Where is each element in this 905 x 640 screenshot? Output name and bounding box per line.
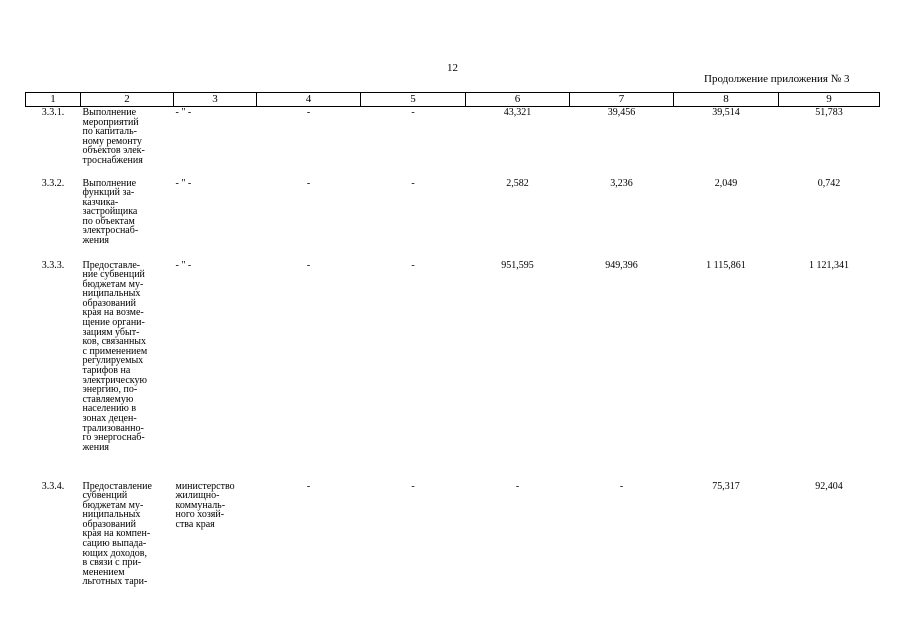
cell-col6: 43,321 bbox=[503, 107, 532, 118]
column-header: 8 bbox=[674, 93, 779, 107]
activity-name: Выполнение мероприятий по капиталь- ному ремонту объектов элек- троснабжения bbox=[82, 107, 145, 166]
cell-col5: - bbox=[411, 480, 415, 492]
cell-col8: 39,514 bbox=[712, 107, 740, 118]
column-header: 1 bbox=[26, 93, 81, 107]
table-header-row bbox=[26, 93, 880, 107]
cell-col4: - bbox=[306, 480, 311, 492]
cell-col4: - bbox=[306, 259, 311, 271]
column-header: 3 bbox=[174, 93, 257, 107]
table-row bbox=[26, 481, 880, 588]
executor: - " - bbox=[175, 107, 192, 118]
activity-name: Предоставле- ние субвенций бюджетам му- ниципальных образований края на возме- щение органи- зациям убыт- ков, связанных с применением регулируемых тарифов на электрическую энергию, по- ставляемую населению в зонах децен- трализованно- го энергоснаб- жения bbox=[82, 259, 148, 453]
column-header: 7 bbox=[570, 93, 674, 107]
cell-col9: 51,783 bbox=[815, 107, 843, 118]
column-header: 2 bbox=[81, 93, 174, 107]
row-number: 3.3.1. bbox=[41, 107, 65, 118]
cell-col7: 39,456 bbox=[607, 107, 636, 118]
cell-col9: 92,404 bbox=[815, 480, 843, 492]
appendix-continuation-label: Продолжение приложения № 3 bbox=[704, 73, 850, 85]
executor: министерство жилищно- коммуналь- ного хозяй- ства края bbox=[175, 480, 235, 530]
budget-table bbox=[25, 92, 880, 587]
activity-name: Предоставление субвенций бюджетам му- ниципальных образований края на компен- сацию выпада- ющих доходов, в связи с при- менением льготных тари- bbox=[82, 480, 152, 588]
executor: - " - bbox=[175, 259, 192, 271]
column-header: 6 bbox=[466, 93, 570, 107]
cell-col8: 75,317 bbox=[712, 480, 740, 492]
cell-col5: - bbox=[411, 107, 415, 118]
table-row bbox=[26, 107, 880, 178]
row-number: 3.3.4. bbox=[41, 480, 65, 492]
table-row bbox=[26, 178, 880, 260]
cell-col9: 0,742 bbox=[817, 177, 841, 189]
column-header: 9 bbox=[779, 93, 880, 107]
column-header: 4 bbox=[257, 93, 361, 107]
cell-col8: 2,049 bbox=[714, 177, 738, 189]
cell-col6: - bbox=[515, 480, 520, 492]
cell-col5: - bbox=[411, 259, 415, 271]
cell-col6: 951,595 bbox=[501, 259, 534, 271]
cell-col7: 3,236 bbox=[610, 177, 633, 189]
cell-col4: - bbox=[306, 177, 311, 189]
column-header: 5 bbox=[361, 93, 466, 107]
cell-col7: 949,396 bbox=[605, 259, 638, 271]
row-number: 3.3.3. bbox=[41, 259, 65, 271]
cell-col6: 2,582 bbox=[506, 177, 529, 189]
activity-name: Выполнение функций за- казчика- застройщика по объектам электроснаб- жения bbox=[82, 177, 139, 247]
executor: - " - bbox=[175, 177, 192, 189]
cell-col5: - bbox=[411, 177, 415, 189]
cell-col7: - bbox=[619, 480, 624, 492]
cell-col8: 1 115,861 bbox=[706, 259, 746, 271]
row-number: 3.3.2. bbox=[41, 177, 65, 189]
page-number: 12 bbox=[447, 62, 458, 74]
table-row bbox=[26, 260, 880, 481]
cell-col9: 1 121,341 bbox=[809, 259, 849, 271]
cell-col4: - bbox=[306, 107, 311, 118]
